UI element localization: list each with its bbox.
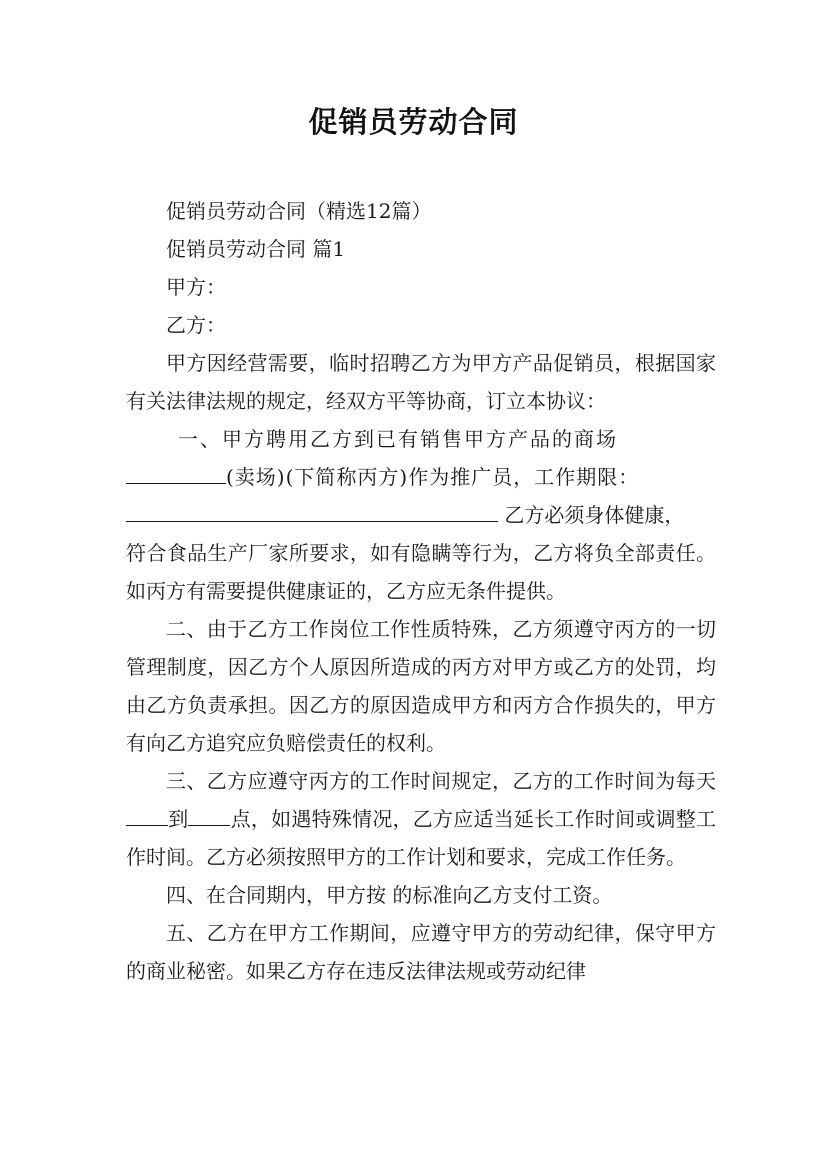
clause-1-line-1 — [126, 420, 716, 458]
clause-3-paragraph — [126, 762, 716, 876]
clause-5-paragraph: 五、乙方在甲方工作期间，应遵守甲方的劳动纪律，保守甲方的商业秘密。如果乙方存在违反法律法规或劳动纪律 — [126, 921, 716, 983]
start-time-blank — [126, 803, 168, 826]
clause-1-text-3: 乙方必须身体健康， — [504, 503, 685, 527]
clause-3-text-2: 到 — [168, 807, 189, 831]
intro-paragraph: 甲方因经营需要，临时招聘乙方为甲方产品促销员，根据国家有关法律法规的规定，经双方平等协商，订立本协议： — [126, 351, 716, 413]
party-b-label: 乙方： — [166, 313, 226, 337]
clause-3-text-1: 三、乙方应遵守丙方的工作时间规定，乙方的工作时间为每天 — [166, 769, 716, 793]
clause-3-text-3: 点，如遇特殊情况，乙方应适当延长工作时间或调整工作时间。乙方必须按照甲方的工作计划和要求，完成工作任务。 — [126, 807, 717, 869]
clause-1-line-3 — [126, 496, 716, 534]
clause-1-text-2: (卖场)(下简称丙方)作为推广员，工作期限： — [226, 465, 640, 489]
subtitle-line: 促销员劳动合同（精选12篇） — [166, 199, 432, 223]
end-time-blank — [188, 803, 230, 826]
chapter-heading: 促销员劳动合同 篇1 — [166, 237, 346, 261]
clause-1-text-1: 一、甲方聘用乙方到已有销售甲方产品的商场 — [178, 427, 618, 451]
document-title: 促销员劳动合同 — [308, 105, 519, 139]
clause-4-paragraph: 四、在合同期内，甲方按 的标准向乙方支付工资。 — [166, 883, 613, 907]
clause-1-rest: 符合食品生产厂家所要求，如有隐瞒等行为，乙方将负全部责任。如丙方有需要提供健康证的，乙方应无条件提供。 — [126, 541, 716, 603]
clause-1-line-2 — [126, 458, 716, 496]
document-body — [126, 192, 716, 990]
clause-2-paragraph: 二、由于乙方工作岗位工作性质特殊，乙方须遵守丙方的一切管理制度，因乙方个人原因所造成的丙方对甲方或乙方的处罚，均由乙方负责承担。因乙方的原因造成甲方和丙方合作损失的，甲方有向乙方追究应负赔偿责任的权利。 — [126, 617, 716, 755]
party-a-label: 甲方： — [166, 275, 226, 299]
venue-blank — [126, 461, 226, 484]
term-blank — [126, 499, 498, 522]
